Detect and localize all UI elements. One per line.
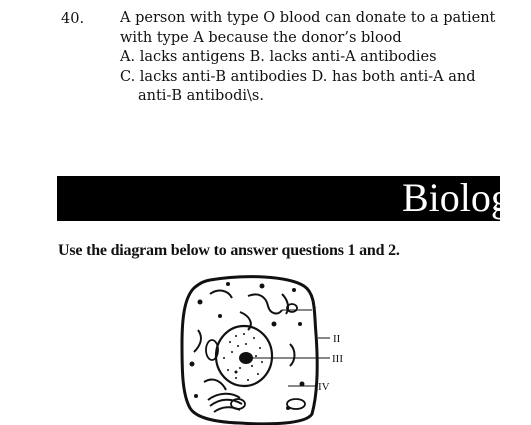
label-iv: IV [318,381,330,393]
answer-options-line-1: A. lacks antigens B. lacks anti-A antibodies [120,49,437,65]
golgi-apparatus [208,394,242,412]
question-body [120,9,495,107]
label-ii: II [333,333,341,345]
cell-diagram [170,272,370,425]
label-i: I [313,305,317,317]
label-iii: III [332,353,343,365]
section-title: Biology [402,175,531,220]
question-number: 40. [61,11,85,27]
question-stem-line-2: with type A because the donor’s blood [120,29,402,46]
diagram-instruction: Use the diagram below to answer questions 1 and 2. [58,242,400,259]
question-stem-line-1: A person with type O blood can donate to a patient [120,10,496,26]
cell-membrane [182,277,317,424]
nucleolus [239,352,253,364]
answer-options-line-2: C. lacks anti-B antibodies D. has both anti-A and [120,68,476,85]
answer-options-line-3: anti-B antibodi\s. [138,88,264,104]
section-banner [57,175,531,221]
